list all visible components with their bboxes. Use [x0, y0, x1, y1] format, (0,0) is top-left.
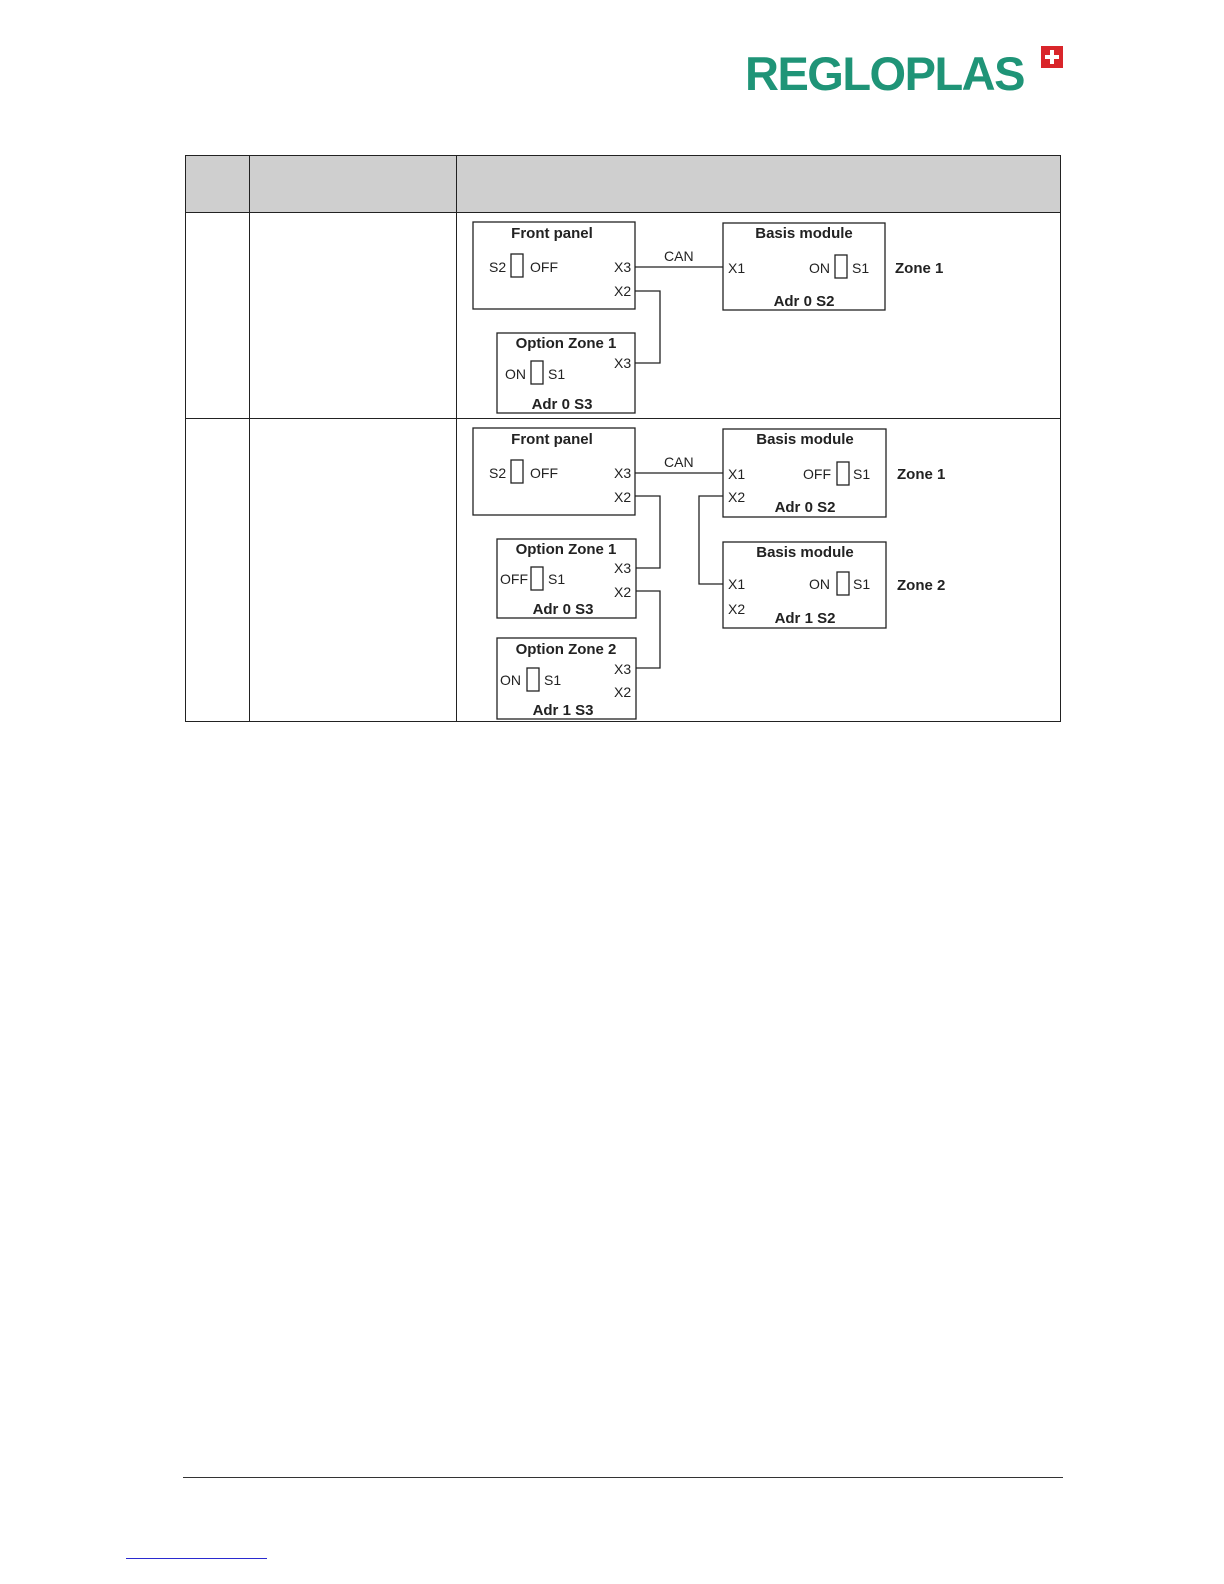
option-zone-title: Option Zone 1 — [515, 541, 617, 558]
switch-state: ON — [809, 260, 830, 276]
address-label: Adr 0 S2 — [774, 499, 836, 516]
switch-state: ON — [809, 576, 830, 592]
switch-state: OFF — [530, 259, 558, 275]
option-zone-title: Option Zone 1 — [515, 335, 617, 352]
port-label: X3 — [614, 355, 632, 371]
port-label: X3 — [614, 465, 632, 481]
switch-label: S1 — [548, 366, 566, 382]
footer-link-underline[interactable] — [126, 1558, 267, 1559]
switch-label: S1 — [544, 672, 562, 688]
switch-s1-icon — [835, 255, 847, 278]
address-label: Adr 1 S2 — [774, 610, 836, 627]
switch-s1-icon — [531, 567, 543, 590]
port-label: X2 — [614, 489, 632, 505]
switch-label: S1 — [852, 260, 870, 276]
basis-module-title: Basis module — [755, 225, 853, 242]
regloplas-logo — [745, 44, 1065, 100]
wiring-diagrams — [186, 156, 1060, 721]
switch-label: S1 — [548, 571, 566, 587]
option-zone-title: Option Zone 2 — [515, 641, 617, 658]
port-label: X2 — [728, 601, 746, 617]
switch-s1-icon — [527, 668, 539, 691]
x2-x3-line — [635, 291, 660, 363]
zone-label: Zone 1 — [895, 260, 944, 277]
basis-module-title: Basis module — [756, 544, 854, 561]
switch-state: OFF — [803, 466, 831, 482]
port-label: X2 — [728, 489, 746, 505]
basis-chain-line — [699, 496, 723, 584]
switch-label: S1 — [853, 576, 871, 592]
swiss-cross-icon — [1041, 46, 1063, 68]
switch-label: S2 — [489, 259, 507, 275]
port-label: X1 — [728, 260, 746, 276]
x2-x3-line — [636, 591, 660, 668]
address-label: Adr 0 S2 — [773, 293, 835, 310]
address-label: Adr 0 S3 — [532, 601, 594, 618]
footer-divider — [183, 1477, 1063, 1478]
switch-s1-icon — [531, 361, 543, 384]
configuration-table — [185, 155, 1061, 722]
port-label: X2 — [614, 283, 632, 299]
port-label: X2 — [614, 584, 632, 600]
port-label: X3 — [614, 259, 632, 275]
port-label: X3 — [614, 661, 632, 677]
switch-s2-icon — [511, 460, 523, 483]
can-label: CAN — [664, 454, 694, 470]
port-label: X2 — [614, 684, 632, 700]
port-label: X1 — [728, 576, 746, 592]
basis-module-title: Basis module — [756, 431, 854, 448]
switch-state: ON — [500, 672, 521, 688]
switch-s1-icon — [837, 462, 849, 485]
switch-s2-icon — [511, 254, 523, 277]
switch-s1-icon — [837, 572, 849, 595]
can-label: CAN — [664, 248, 694, 264]
switch-label: S2 — [489, 465, 507, 481]
logo-wordmark: REGLOPLAS — [745, 47, 1024, 100]
address-label: Adr 0 S3 — [531, 396, 593, 413]
port-label: X1 — [728, 466, 746, 482]
front-panel-title: Front panel — [511, 225, 593, 242]
port-label: X3 — [614, 560, 632, 576]
x2-x3-line — [635, 496, 660, 568]
zone-label: Zone 2 — [897, 577, 946, 594]
front-panel-title: Front panel — [511, 431, 593, 448]
zone-label: Zone 1 — [897, 466, 946, 483]
switch-state: ON — [505, 366, 526, 382]
switch-state: OFF — [500, 571, 528, 587]
switch-state: OFF — [530, 465, 558, 481]
switch-label: S1 — [853, 466, 871, 482]
address-label: Adr 1 S3 — [532, 702, 594, 719]
